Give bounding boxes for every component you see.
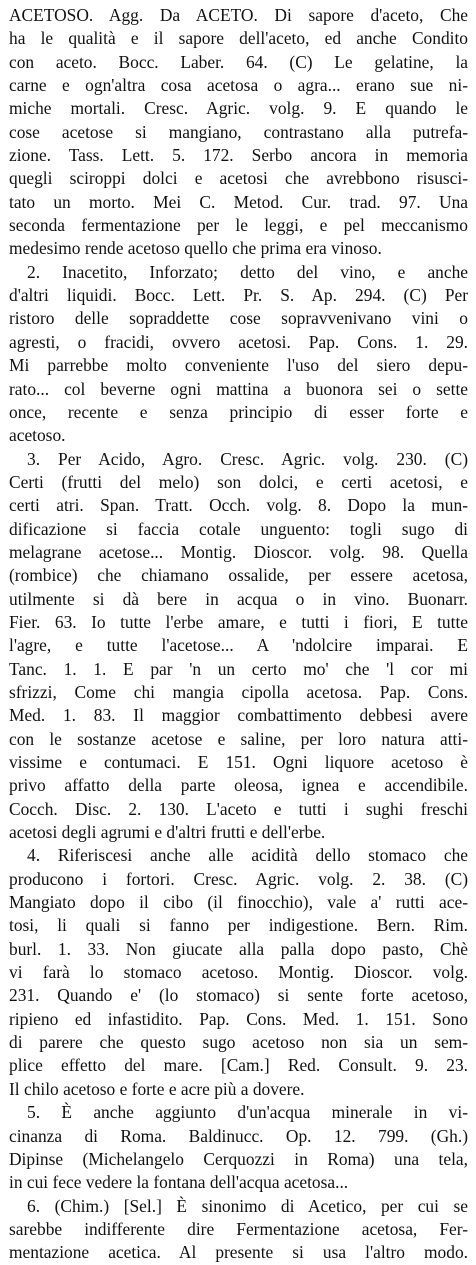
entry-line: rato... col beverne ogni mattina a buonora sei o sette (9, 378, 468, 399)
entry-line: zione. Tass. Lett. 5. 172. Serbo ancora in memoria (9, 145, 468, 166)
entry-line: mentazione acetica. Al presente si usa l'altro modo. (9, 1242, 468, 1263)
entry-line: quegli sciroppi dolci e acetosi che avrebbono risusci- (9, 168, 468, 189)
entry-line: Il chilo acetoso e forte e acre più a dovere. (9, 1078, 305, 1099)
entry-line: cose acetose si mangiano, contrastano alla putrefa- (9, 121, 468, 142)
entry-line: con le sostanze acetose e saline, per loro natura atti- (9, 728, 468, 749)
entry-line: Mangiato dopo il cibo (il finocchio), vale a' rutti ace- (9, 892, 468, 913)
entry-line: ristoro delle sopraddette cose sopravvenivano vini o (9, 308, 468, 329)
entry-line: ha le qualità e il sapore dell'aceto, ed anche Condito (9, 28, 468, 49)
entry-line: tosi, li quali si fanno per indigestione. Bern. Rim. (9, 915, 468, 936)
entry-line: l'agre, e tutte l'acetose... A 'ndolcire imparai. E (9, 635, 468, 656)
entry-line: Cocch. Disc. 2. 130. L'aceto e tutti i sughi freschi (9, 798, 468, 819)
entry-line: 3. Per Acido, Agro. Cresc. Agric. volg. 230. (C) (27, 448, 468, 469)
entry-line: miche mortali. Cresc. Agric. volg. 9. E quando le (9, 98, 468, 119)
entry-line: utilmente si dà bere in acqua o in vino. Buonarr. (9, 588, 468, 609)
entry-line: di parere che questo sugo acetoso non sia un sem- (9, 1032, 468, 1053)
entry-line: cinanza di Roma. Baldinucc. Op. 12. 799. (Gh.) (9, 1125, 468, 1146)
entry-line: certi atri. Span. Tratt. Occh. volg. 8. Dopo la mun- (9, 495, 468, 516)
entry-line: agresti, o fracidi, ovvero acetosi. Pap. Cons. 1. 29. (9, 331, 468, 352)
entry-line: acetosi degli agrumi e d'altri frutti e dell'erbe. (9, 822, 326, 843)
entry-line: carne e ogn'altra cosa acetosa o agra... erano sue ni- (9, 75, 468, 96)
entry-line: ACETOSO. Agg. Da ACETO. Di sapore d'aceto, Che (9, 5, 468, 25)
entry-line: sarebbe indifferente dire Fermentazione acetosa, Fer- (9, 1218, 468, 1239)
entry-line: (rombice) che chiamano ossalide, per essere acetosa, (9, 565, 468, 586)
entry-line: Mi parrebbe molto conveniente l'uso del siero depu- (9, 355, 468, 376)
entry-line: Med. 1. 83. Il maggior combattimento debbesi avere (9, 705, 468, 726)
entry-line: seconda fermentazione per le leggi, e pel meccanismo (9, 215, 468, 236)
entry-line: Certi (frutti del melo) son dolci, e certi acetosi, e (9, 471, 468, 492)
entry-line: producono i fortori. Cresc. Agric. volg. 2. 38. (C) (9, 868, 468, 889)
entry-line: sfrizzi, Come chi mangia cipolla acetosa. Pap. Cons. (9, 681, 468, 702)
entry-line: Dipinse (Michelangelo Cerquozzi in Roma) una tela, (9, 1148, 468, 1169)
entry-line: vissime e contumaci. E 151. Ogni liquore acetoso è (9, 752, 468, 772)
entry-line: acetoso. (9, 425, 66, 446)
entry-line: con aceto. Bocc. Laber. 64. (C) Le gelatine, la (9, 51, 468, 72)
entry-line: 6. (Chim.) [Sel.] È sinonimo di Acetico, per cui se (27, 1195, 468, 1216)
entry-line: medesimo rende acetoso quello che prima era vinoso. (9, 238, 382, 259)
entry-line: dificazione si faccia cotale unguento: togli sugo di (9, 518, 468, 539)
entry-line: once, recente e senza principio di esser forte e (9, 401, 468, 422)
entry-line: Fier. 63. Io tutte l'erbe amare, e tutti i fiori, E tutte (9, 611, 468, 632)
entry-line: 231. Quando e' (lo stomaco) si sente forte acetoso, (9, 985, 468, 1006)
entry-line: vi farà lo stomaco acetoso. Montig. Dioscor. volg. (9, 962, 468, 983)
entry-line: plice effetto del mare. [Cam.] Red. Consult. 9. 23. (9, 1055, 468, 1076)
entry-line: ripieno ed infastidito. Pap. Cons. Med. 1. 151. Sono (9, 1008, 468, 1029)
entry-line: Tanc. 1. 1. E par 'n un certo mo' che 'l cor mi (9, 658, 468, 679)
entry-line: 4. Riferiscesi anche alle acidità dello stomaco che (27, 845, 468, 866)
entry-line: burl. 1. 33. Non giucate alla palla dopo pasto, Chè (9, 938, 468, 959)
entry-line: d'altri liquidi. Bocc. Lett. Pr. S. Ap. 294. (C) Per (9, 285, 468, 306)
entry-line: tato un morto. Mei C. Metod. Cur. trad. 97. Una (9, 191, 468, 212)
entry-line: privo affatto della parte oleosa, ignea e accendibile. (9, 775, 468, 796)
entry-line: 2. Inacetito, Inforzato; detto del vino, e anche (27, 261, 468, 282)
entry-line: melagrane acetose... Montig. Dioscor. volg. 98. Quella (9, 541, 468, 562)
entry-line: 5. È anche aggiunto d'un'acqua minerale in vi- (27, 1102, 468, 1123)
entry-line: in cui fece vedere la fontana dell'acqua acetosa... (9, 1172, 349, 1193)
